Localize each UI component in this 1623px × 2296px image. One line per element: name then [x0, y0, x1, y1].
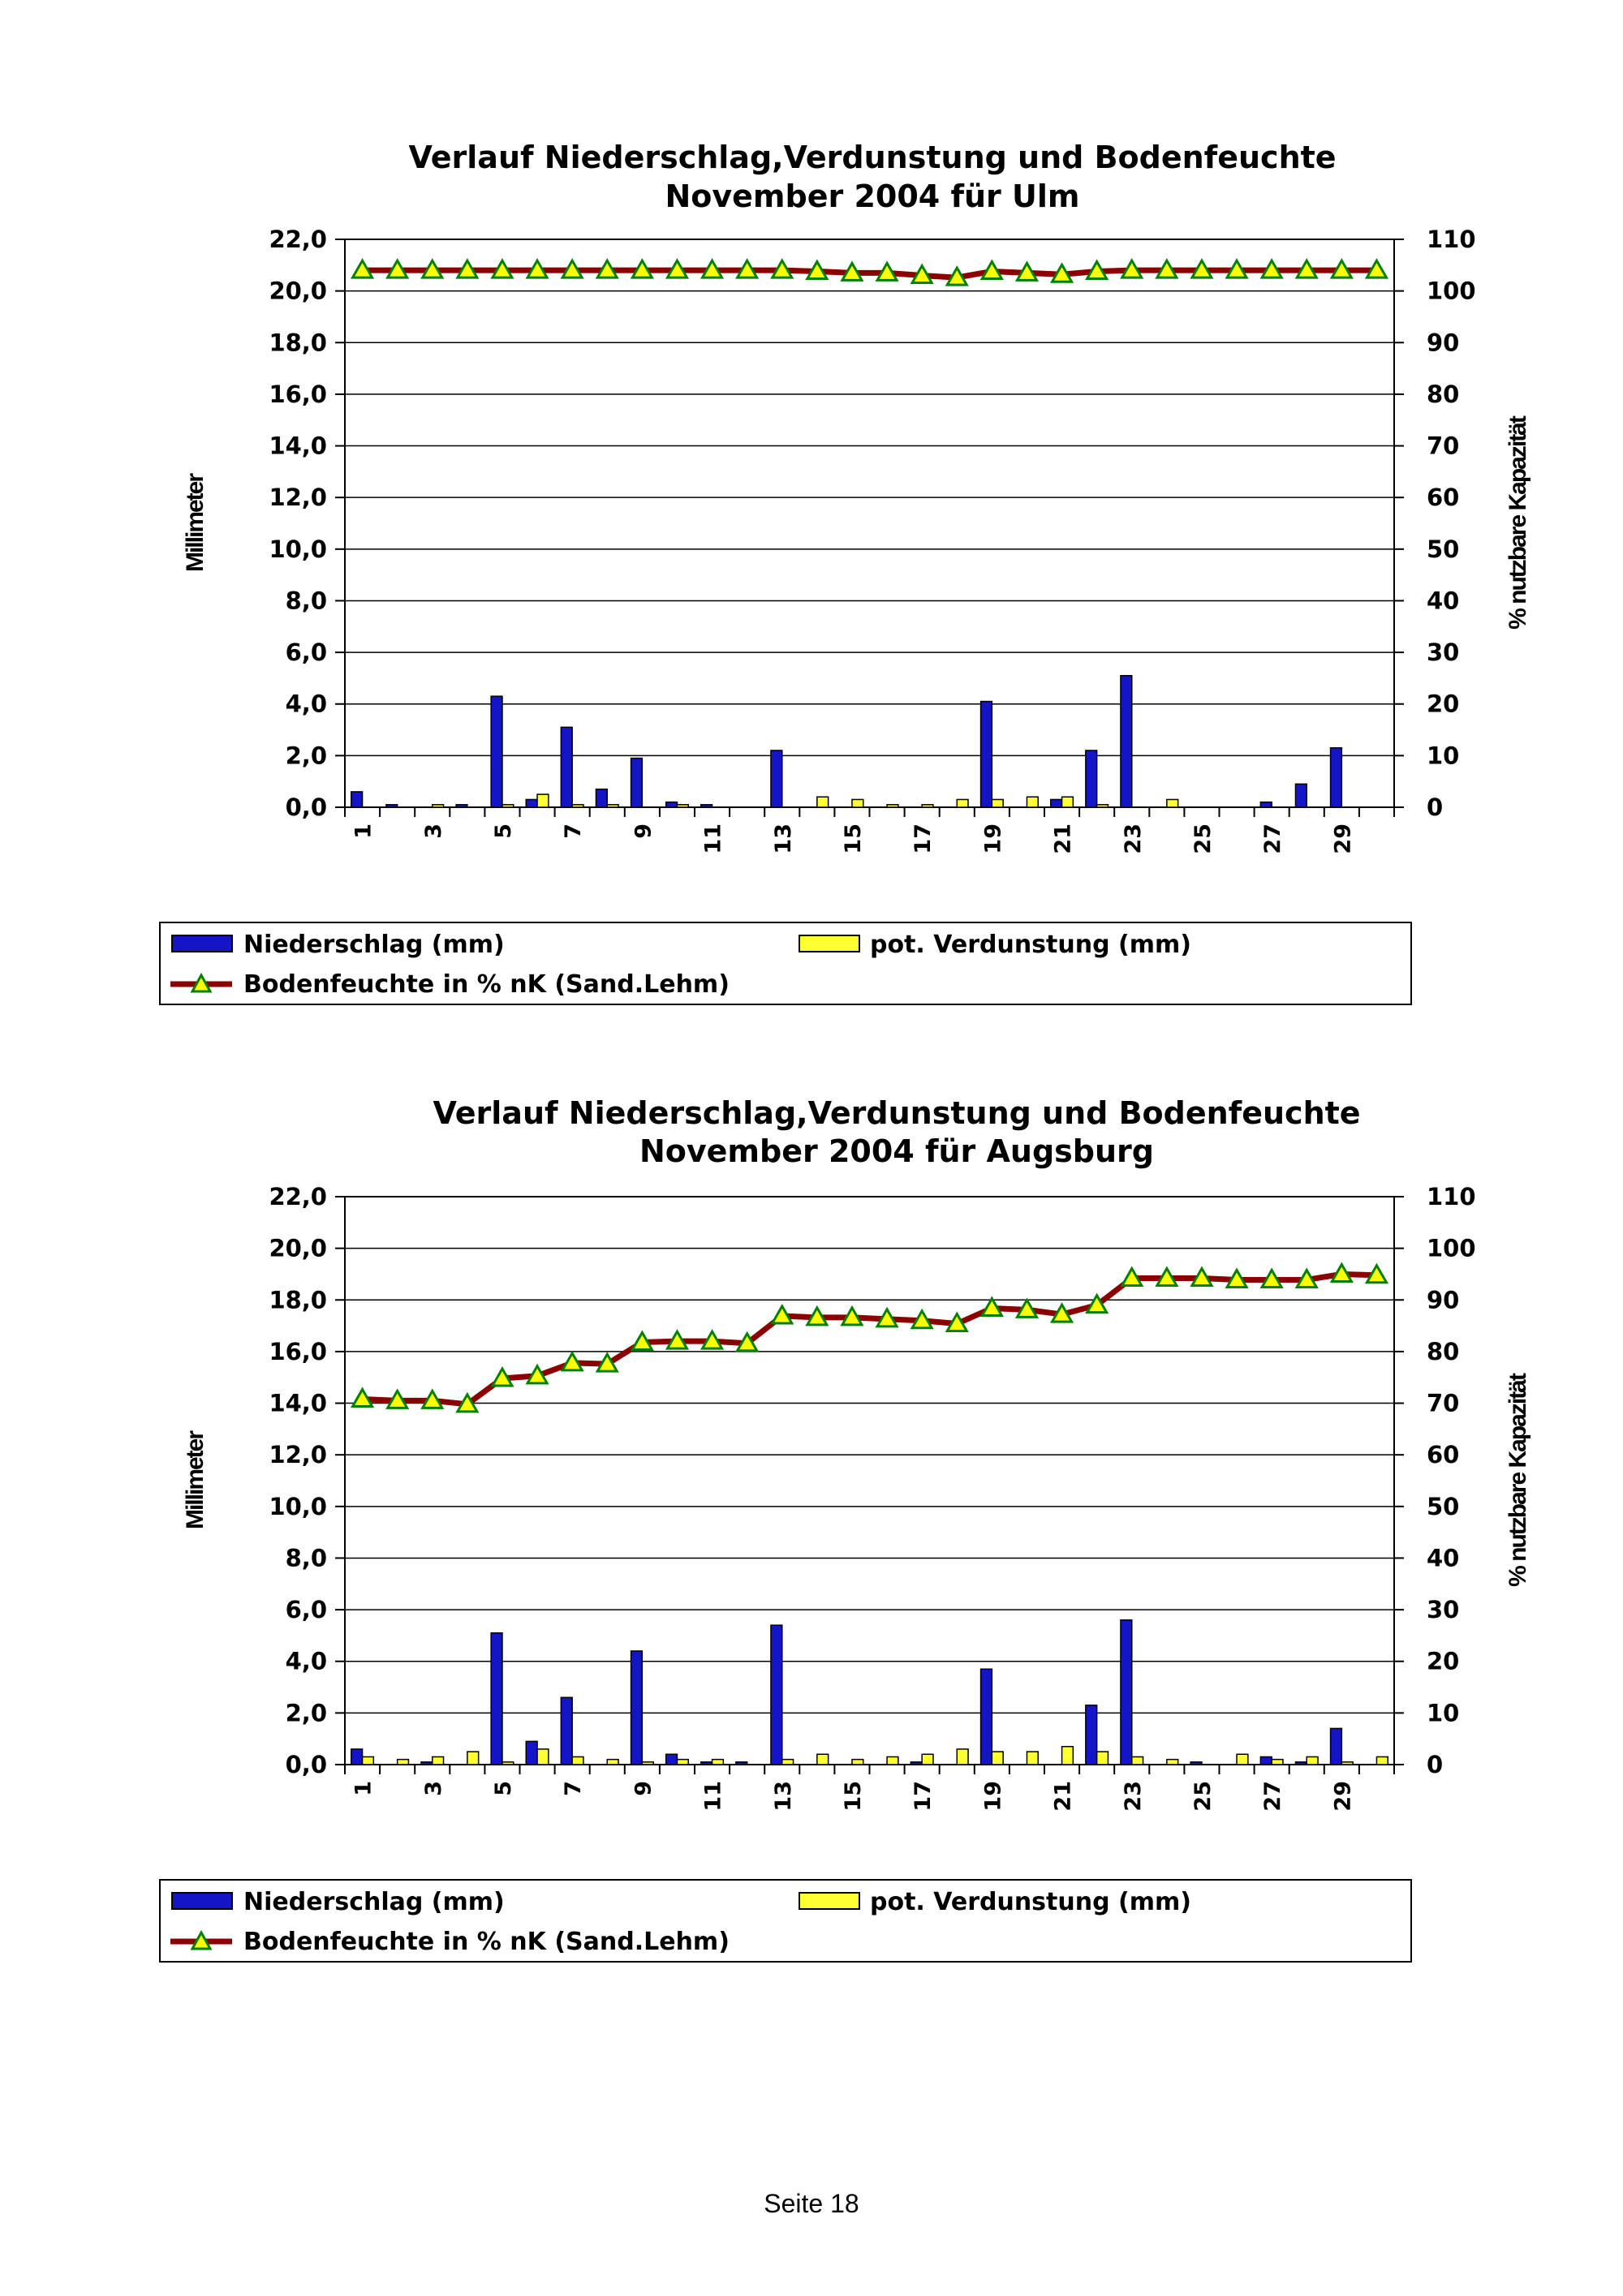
x-tick-label: 21 — [1050, 1781, 1076, 1812]
bar-niederschlag — [421, 1762, 433, 1765]
x-tick-label: 11 — [700, 823, 726, 854]
bar-verdunstung — [677, 1760, 688, 1765]
y-tick-label-left: 10,0 — [269, 1492, 327, 1520]
y-axis-label-right: % nutzbare Kapazität — [1505, 417, 1531, 630]
y-tick-label-left: 4,0 — [285, 1647, 327, 1675]
bar-niederschlag — [1086, 1705, 1097, 1765]
bar-niederschlag — [1086, 750, 1097, 807]
legend-label-verdunstung: pot. Verdunstung (mm) — [870, 931, 1191, 959]
bars — [351, 1620, 1388, 1765]
bar-niederschlag — [351, 792, 363, 807]
bar-verdunstung — [1132, 1756, 1143, 1765]
bar-niederschlag — [1295, 784, 1307, 807]
bar-niederschlag — [981, 702, 992, 807]
x-tick-label: 17 — [911, 823, 936, 854]
y-tick-label-right: 110 — [1427, 226, 1476, 253]
y-axis-label-left: Millimeter — [182, 1431, 209, 1530]
y-tick-label-right: 0 — [1427, 793, 1444, 821]
y-tick-label-left: 12,0 — [269, 484, 327, 512]
bar-niederschlag — [666, 1754, 678, 1765]
x-tick-label: 21 — [1050, 823, 1076, 854]
bar-verdunstung — [1097, 1752, 1109, 1765]
bodenfeuchte-polyline — [363, 270, 1377, 277]
bar-verdunstung — [992, 1752, 1003, 1765]
bar-verdunstung — [1027, 797, 1038, 807]
legend-swatch-niederschlag — [172, 935, 232, 952]
x-tick-label: 15 — [840, 1781, 866, 1812]
y-tick-label-left: 14,0 — [269, 1389, 327, 1417]
bar-niederschlag — [911, 1762, 922, 1765]
bar-verdunstung — [537, 794, 549, 807]
bar-niederschlag — [1331, 748, 1342, 807]
y-tick-label-right: 90 — [1427, 1286, 1460, 1314]
bar-verdunstung — [922, 805, 933, 807]
x-tick-label: 15 — [840, 823, 866, 854]
y-tick-label-right: 30 — [1427, 638, 1460, 667]
legend-label-verdunstung: pot. Verdunstung (mm) — [870, 1888, 1191, 1916]
y-tick-label-left: 20,0 — [269, 1234, 327, 1262]
gridlines — [345, 291, 1394, 756]
y-axis-right-ticks — [1394, 226, 1476, 821]
y-tick-label-right: 100 — [1427, 1234, 1476, 1262]
bar-verdunstung — [467, 1752, 479, 1765]
y-tick-label-left: 8,0 — [285, 587, 327, 615]
y-tick-label-left: 8,0 — [285, 1544, 327, 1572]
x-tick-label: 13 — [770, 1781, 796, 1812]
bar-verdunstung — [957, 1749, 968, 1765]
bar-niederschlag — [631, 759, 643, 807]
chart-ulm — [0, 114, 1623, 1022]
bar-niederschlag — [1121, 676, 1132, 807]
y-tick-label-left: 22,0 — [269, 226, 327, 253]
bar-verdunstung — [1376, 1756, 1388, 1765]
bar-verdunstung — [1062, 1747, 1074, 1765]
bar-niederschlag — [736, 1762, 747, 1765]
bar-verdunstung — [712, 1760, 724, 1765]
y-tick-label-left: 14,0 — [269, 432, 327, 460]
bar-verdunstung — [1062, 797, 1074, 807]
bar-verdunstung — [922, 1754, 933, 1765]
bar-verdunstung — [887, 805, 898, 807]
y-axis-label-left: Millimeter — [182, 474, 209, 573]
x-tick-label: 27 — [1260, 823, 1286, 854]
x-tick-label: 9 — [631, 823, 657, 839]
bar-niederschlag — [561, 727, 572, 807]
bodenfeuchte-polyline — [363, 1274, 1377, 1404]
y-axis-right-ticks — [1394, 1183, 1476, 1778]
bar-niederschlag — [1121, 1620, 1132, 1765]
bar-verdunstung — [398, 1760, 409, 1765]
x-tick-label: 23 — [1120, 1781, 1146, 1812]
x-tick-label: 13 — [770, 823, 796, 854]
bar-niederschlag — [351, 1749, 363, 1765]
y-tick-label-left: 6,0 — [285, 1596, 327, 1624]
y-tick-label-left: 22,0 — [269, 1183, 327, 1210]
chart-title-line1: Verlauf Niederschlag,Verdunstung und Bodenfeuchte — [408, 140, 1337, 175]
x-tick-label: 7 — [561, 1781, 587, 1796]
y-axis-label-right: % nutzbare Kapazität — [1505, 1374, 1531, 1587]
y-tick-label-left: 16,0 — [269, 1337, 327, 1365]
y-tick-label-right: 90 — [1427, 329, 1460, 357]
x-tick-label: 23 — [1120, 823, 1146, 854]
legend — [160, 1880, 1411, 1962]
y-tick-label-right: 60 — [1427, 1441, 1460, 1469]
bar-verdunstung — [572, 1756, 583, 1765]
bar-niederschlag — [771, 1625, 782, 1765]
y-tick-label-right: 80 — [1427, 380, 1460, 408]
bar-verdunstung — [433, 805, 444, 807]
y-tick-label-right: 110 — [1427, 1183, 1476, 1210]
x-tick-label: 25 — [1190, 823, 1216, 854]
y-tick-label-left: 16,0 — [269, 380, 327, 408]
y-tick-label-left: 0,0 — [285, 793, 327, 821]
y-tick-label-left: 18,0 — [269, 1286, 327, 1314]
y-tick-label-left: 18,0 — [269, 329, 327, 357]
y-tick-label-right: 40 — [1427, 587, 1460, 615]
x-tick-label: 5 — [490, 1781, 516, 1796]
y-tick-label-right: 60 — [1427, 484, 1460, 512]
page-number: Seite 18 — [764, 2189, 859, 2218]
bar-verdunstung — [1097, 805, 1109, 807]
bar-verdunstung — [502, 805, 514, 807]
bar-niederschlag — [596, 789, 607, 807]
bodenfeuchte-line — [353, 260, 1387, 285]
bar-verdunstung — [607, 1760, 618, 1765]
bar-verdunstung — [1167, 1760, 1178, 1765]
y-tick-label-right: 40 — [1427, 1544, 1460, 1572]
bar-verdunstung — [502, 1762, 514, 1765]
bar-verdunstung — [817, 1754, 829, 1765]
x-tick-label: 7 — [561, 823, 587, 839]
bar-verdunstung — [677, 805, 688, 807]
bar-niederschlag — [631, 1651, 643, 1765]
bar-niederschlag — [561, 1697, 572, 1765]
x-tick-label: 29 — [1330, 1781, 1356, 1812]
y-axis-left-ticks — [269, 226, 345, 821]
bar-verdunstung — [607, 805, 618, 807]
y-tick-label-right: 30 — [1427, 1596, 1460, 1624]
bar-niederschlag — [491, 1633, 502, 1765]
bar-niederschlag — [701, 805, 712, 807]
bar-niederschlag — [526, 799, 537, 807]
bar-verdunstung — [817, 797, 829, 807]
bar-verdunstung — [852, 1760, 863, 1765]
bar-verdunstung — [363, 1756, 374, 1765]
y-tick-label-left: 2,0 — [285, 742, 327, 770]
y-tick-label-left: 2,0 — [285, 1699, 327, 1727]
y-tick-label-left: 0,0 — [285, 1751, 327, 1778]
x-tick-label: 17 — [911, 1781, 936, 1812]
y-tick-label-right: 100 — [1427, 277, 1476, 305]
bar-niederschlag — [1260, 802, 1272, 807]
x-tick-label: 1 — [351, 1781, 377, 1796]
x-tick-label: 19 — [980, 823, 1006, 854]
bar-verdunstung — [782, 1760, 794, 1765]
bar-niederschlag — [1260, 1756, 1272, 1765]
bar-niederschlag — [1295, 1762, 1307, 1765]
y-tick-label-right: 70 — [1427, 1389, 1460, 1417]
bar-verdunstung — [537, 1749, 549, 1765]
y-tick-label-left: 20,0 — [269, 277, 327, 305]
bar-niederschlag — [526, 1741, 537, 1765]
x-tick-label: 19 — [980, 1781, 1006, 1812]
legend-swatch-verdunstung — [799, 1893, 859, 1909]
legend-label-niederschlag: Niederschlag (mm) — [243, 931, 505, 959]
x-axis-ticks — [345, 1765, 1394, 1812]
bar-niederschlag — [456, 805, 467, 807]
x-tick-label: 25 — [1190, 1781, 1216, 1812]
x-tick-label: 9 — [631, 1781, 657, 1796]
x-tick-label: 11 — [700, 1781, 726, 1812]
legend — [160, 922, 1411, 1004]
bar-niederschlag — [1051, 799, 1062, 807]
bar-niederschlag — [1331, 1728, 1342, 1765]
bar-niederschlag — [701, 1762, 712, 1765]
legend-label-bodenfeuchte: Bodenfeuchte in % nK (Sand.Lehm) — [243, 970, 730, 999]
bar-verdunstung — [572, 805, 583, 807]
y-tick-label-right: 80 — [1427, 1337, 1460, 1365]
bar-niederschlag — [491, 696, 502, 807]
y-tick-label-right: 20 — [1427, 690, 1460, 718]
chart-title-line2: November 2004 für Augsburg — [639, 1133, 1155, 1169]
bar-verdunstung — [1167, 799, 1178, 807]
bar-verdunstung — [1237, 1754, 1248, 1765]
legend-label-niederschlag: Niederschlag (mm) — [243, 1888, 505, 1916]
bar-verdunstung — [852, 799, 863, 807]
x-tick-label: 3 — [420, 823, 446, 839]
x-axis-ticks — [345, 807, 1394, 854]
bar-verdunstung — [433, 1756, 444, 1765]
y-tick-label-right: 20 — [1427, 1647, 1460, 1675]
bar-niederschlag — [981, 1669, 992, 1765]
legend-swatch-verdunstung — [799, 935, 859, 952]
y-tick-label-right: 10 — [1427, 1699, 1460, 1727]
chart-augsburg — [0, 1071, 1623, 1980]
bar-niederschlag — [666, 802, 678, 807]
legend-swatch-niederschlag — [172, 1893, 232, 1909]
chart-title-line2: November 2004 für Ulm — [665, 178, 1080, 214]
y-tick-label-right: 50 — [1427, 535, 1460, 563]
bar-verdunstung — [642, 1762, 653, 1765]
bar-verdunstung — [1307, 1756, 1318, 1765]
x-tick-label: 5 — [490, 823, 516, 839]
bar-niederschlag — [1190, 1762, 1202, 1765]
chart-title-line1: Verlauf Niederschlag,Verdunstung und Bodenfeuchte — [433, 1095, 1361, 1131]
bar-niederschlag — [386, 805, 398, 807]
legend-label-bodenfeuchte: Bodenfeuchte in % nK (Sand.Lehm) — [243, 1928, 730, 1956]
x-tick-label: 3 — [420, 1781, 446, 1796]
y-tick-label-right: 70 — [1427, 432, 1460, 460]
y-axis-left-ticks — [269, 1183, 345, 1778]
bar-verdunstung — [887, 1756, 898, 1765]
y-tick-label-left: 10,0 — [269, 535, 327, 563]
x-tick-label: 1 — [351, 823, 377, 839]
bar-verdunstung — [957, 799, 968, 807]
bar-verdunstung — [992, 799, 1003, 807]
x-tick-label: 27 — [1260, 1781, 1286, 1812]
y-tick-label-left: 12,0 — [269, 1441, 327, 1469]
y-tick-label-right: 10 — [1427, 742, 1460, 770]
bar-niederschlag — [771, 750, 782, 807]
y-tick-label-right: 50 — [1427, 1492, 1460, 1520]
y-tick-label-left: 6,0 — [285, 638, 327, 667]
bodenfeuchte-line — [353, 1264, 1387, 1411]
y-tick-label-right: 0 — [1427, 1751, 1444, 1778]
bars — [351, 676, 1342, 807]
x-tick-label: 29 — [1330, 823, 1356, 854]
bar-verdunstung — [1341, 1762, 1353, 1765]
y-tick-label-left: 4,0 — [285, 690, 327, 718]
bar-verdunstung — [1272, 1760, 1283, 1765]
bar-verdunstung — [1027, 1752, 1038, 1765]
